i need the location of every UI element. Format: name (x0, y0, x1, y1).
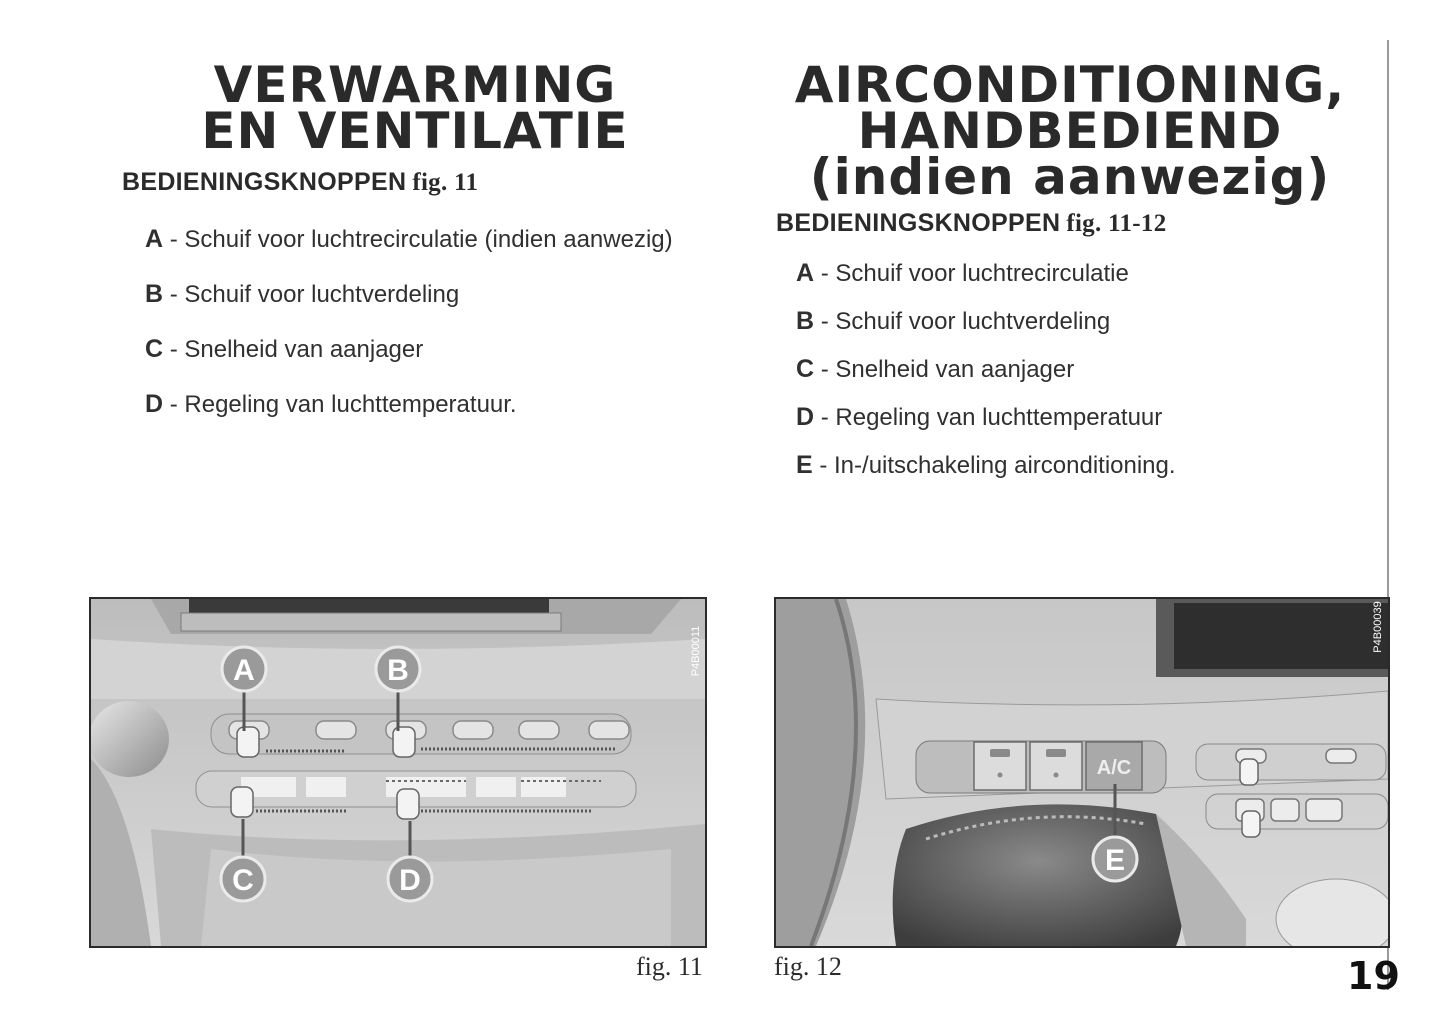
fig-reference: fig. 11-12 (1066, 210, 1167, 237)
item-text: - Snelheid van aanjager (814, 356, 1075, 383)
list-item (796, 400, 1176, 448)
page-number: 19 (1347, 954, 1400, 998)
marker-e (1093, 837, 1137, 881)
heading-line-1: AIRCONDITIONING, (794, 56, 1346, 114)
figure-12-caption: fig. 12 (774, 952, 842, 981)
heater-panel-illustration (91, 599, 705, 946)
heading-line-2: HANDBEDIEND (857, 102, 1283, 160)
list-item (145, 222, 673, 277)
item-letter: C (145, 335, 164, 363)
marker-c (221, 857, 265, 901)
controls-subheading-right (776, 209, 1167, 238)
fig-reference: fig. 11 (412, 169, 479, 196)
figure-code-left: P4B00011 (690, 625, 702, 677)
item-letter: C (796, 355, 815, 383)
heading-line-1: VERWARMING (213, 56, 617, 114)
ac-button-label: A/C (1096, 757, 1132, 779)
item-letter: B (796, 307, 815, 335)
controls-subheading-left (122, 168, 478, 197)
marker-a-label: A (233, 654, 255, 687)
marker-e-label: E (1104, 844, 1126, 877)
figure-11-heater-controls (89, 597, 707, 948)
list-item (145, 387, 673, 442)
figure-11-caption: fig. 11 (636, 952, 703, 981)
ac-panel-illustration (776, 599, 1388, 946)
item-text: - Schuif voor luchtrecirculatie (indien aanwezig) (163, 226, 673, 253)
heading-line-3: (indien aanwezig) (809, 148, 1331, 206)
item-letter: D (145, 390, 164, 418)
item-text: - Snelheid van aanjager (163, 336, 424, 363)
item-text: - Schuif voor luchtrecirculatie (814, 260, 1129, 287)
heading-heating-ventilation (130, 56, 700, 160)
figure-code-right: P4B00039 (1372, 601, 1384, 653)
list-item (796, 256, 1176, 304)
list-item (796, 352, 1176, 400)
marker-a (222, 647, 266, 691)
list-item (145, 332, 673, 387)
controls-label: BEDIENINGSKNOPPEN (776, 209, 1061, 237)
item-text: - In-/uitschakeling airconditioning. (812, 452, 1176, 479)
item-letter: D (796, 403, 815, 431)
item-text: - Schuif voor luchtverdeling (163, 281, 460, 308)
controls-list-left (145, 222, 673, 442)
item-letter: A (796, 259, 815, 287)
controls-list-right (796, 256, 1176, 496)
item-text: - Schuif voor luchtverdeling (814, 308, 1111, 335)
controls-label: BEDIENINGSKNOPPEN (122, 168, 407, 196)
list-item (796, 304, 1176, 352)
heading-line-2: EN VENTILATIE (201, 102, 629, 160)
marker-b (376, 647, 420, 691)
heading-airconditioning (770, 56, 1370, 206)
list-item (145, 277, 673, 332)
marker-c-label: C (232, 864, 254, 897)
item-letter: A (145, 225, 164, 253)
item-text: - Regeling van luchttemperatuur. (163, 391, 517, 418)
figure-12-ac-controls (774, 597, 1390, 948)
marker-b-label: B (387, 654, 409, 687)
item-letter: E (796, 451, 813, 479)
marker-d (388, 857, 432, 901)
item-text: - Regeling van luchttemperatuur (814, 404, 1163, 431)
list-item (796, 448, 1176, 496)
item-letter: B (145, 280, 164, 308)
marker-d-label: D (399, 864, 421, 897)
